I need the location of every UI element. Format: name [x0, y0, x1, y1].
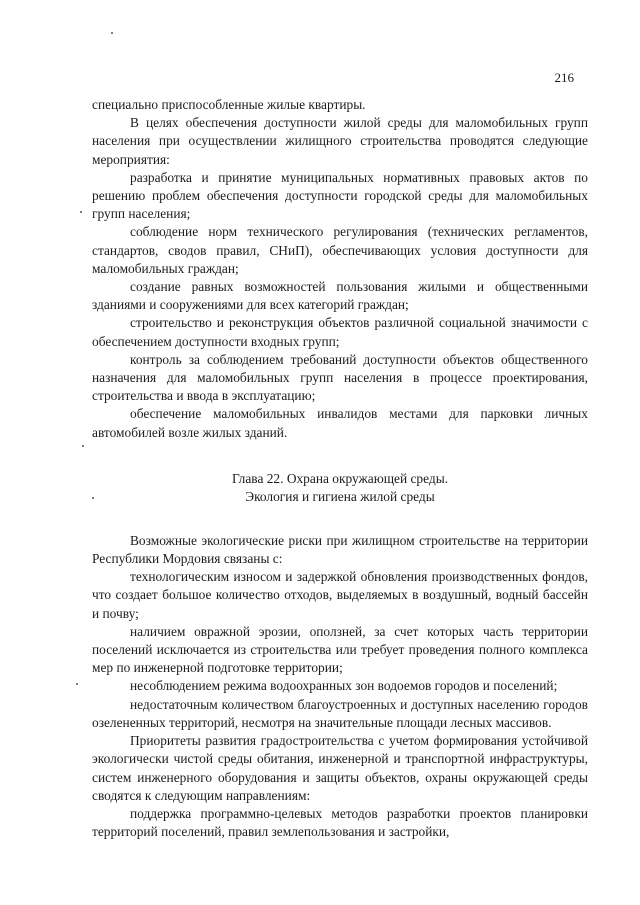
chapter-heading — [92, 470, 588, 506]
chapter-title: Глава 22. Охрана окружающей среды. — [231, 470, 449, 486]
list-item: разработка и принятие муниципальных нормативных правовых актов по решению проблем обеспечения доступности городской среды для маломобильных групп населения; — [92, 169, 588, 222]
list-item: технологическим износом и задержкой обновления производственных фондов, что создает большое количество отходов, выделяемых в воздушный, водный бассейн и почву; — [92, 569, 588, 621]
list-item: соблюдение норм технического регулирования (технических регламентов, стандартов, сводов правил, СНиП), обеспечивающих условия доступности для маломобильных граждан; — [92, 224, 588, 276]
list-item: наличием овражной эрозии, оползней, за счет которых часть территории поселений исключается из строительства или требует проведения полного комплекса мер по инженерной подготовке территории; — [92, 623, 588, 676]
list-item: несоблюдением режима водоохранных зон водоемов городов и поселений; — [130, 678, 558, 694]
list-item: поддержка программно-целевых методов разработки проектов планировки территорий поселений, правил землепользования и застройки, — [92, 805, 588, 840]
list-item: обеспечение маломобильных инвалидов местами для парковки личных автомобилей возле жилых зданий. — [92, 406, 588, 440]
page-number: 216 — [554, 70, 574, 85]
chapter-subtitle: Экология и гигиена жилой среды — [245, 488, 435, 504]
scan-speck — [111, 32, 113, 34]
list-item: недостаточным количеством благоустроенных и доступных населению городов озелененных территорий, несмотря на значительные площади лесных массивов. — [92, 696, 588, 730]
list-item: создание равных возможностей пользования жилыми и общественными зданиями и сооружениями для всех категорий граждан; — [92, 279, 588, 313]
list-item: контроль за соблюдением требований доступности объектов общественного назначения для маломобильных групп населения в процессе проектирования, строительства и ввода в эксплуатацию; — [92, 351, 588, 404]
paragraph-intro: Возможные экологические риски при жилищном строительстве на территории Республики Мордовия связаны с: — [92, 532, 588, 567]
document-body — [92, 96, 588, 841]
scan-speck — [76, 683, 78, 685]
scan-speck — [82, 445, 84, 447]
paragraph-lead: специально приспособленные жилые квартиры. — [92, 97, 366, 112]
list-item: строительство и реконструкция объектов различной социальной значимости с обеспечением доступности входных групп; — [92, 315, 588, 349]
paragraph-intro: В целях обеспечения доступности жилой среды для маломобильных групп населения при осуществлении жилищного строительства проводятся следующие мероприятия: — [92, 115, 588, 167]
scan-speck — [80, 211, 82, 213]
paragraph-priorities: Приоритеты развития градостроительства с учетом формирования устойчивой экологически чистой среды обитания, инженерной и транспортной инфраструктуры, систем инженерного оборудования и защиты объектов, охраны окружающей среды сводятся к следующим направлениям: — [92, 733, 588, 803]
